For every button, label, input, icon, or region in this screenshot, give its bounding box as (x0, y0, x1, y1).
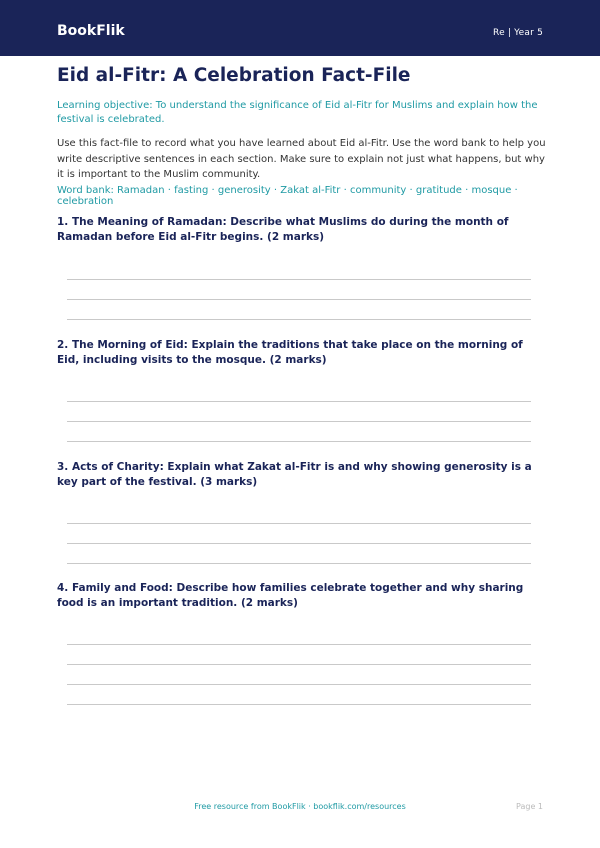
question-4: 4. Family and Food: Describe how families celebrate together and why sharing food is an important tradition. (2 marks) (57, 582, 524, 609)
subject-year-label: Re | Year 5 (493, 28, 543, 38)
brand-logo[interactable]: BookFlik (57, 23, 125, 39)
page-number: Page 1 (516, 802, 543, 811)
footer-credit[interactable]: Free resource from BookFlik · bookflik.com/resources (194, 802, 406, 811)
answer-line-q3-3[interactable] (67, 563, 531, 564)
answer-line-q2-2[interactable] (67, 421, 531, 422)
question-1: 1. The Meaning of Ramadan: Describe what Muslims do during the month of Ramadan before Eid al-Fitr begins. (2 marks) (57, 216, 509, 243)
question-3: 3. Acts of Charity: Explain what Zakat al-Fitr is and why showing generosity is a key part of the festival. (3 marks) (57, 461, 532, 488)
answer-line-q1-2[interactable] (67, 299, 531, 300)
learning-objective: Learning objective: To understand the significance of Eid al-Fitr for Muslims and explain how the festival is celebrated. (57, 100, 538, 125)
intro-text: Use this fact-file to record what you have learned about Eid al-Fitr. Use the word bank to help you write descriptive sentences in each section. Make sure to explain not just what happens, but why it is important to the Muslim community. (57, 138, 546, 180)
answer-line-q4-3[interactable] (67, 684, 531, 685)
page-title: Eid al-Fitr: A Celebration Fact-File (57, 65, 411, 86)
answer-line-q4-1[interactable] (67, 644, 531, 645)
header-bar (0, 0, 600, 56)
answer-line-q2-3[interactable] (67, 441, 531, 442)
answer-line-q1-3[interactable] (67, 319, 531, 320)
answer-line-q3-1[interactable] (67, 523, 531, 524)
answer-line-q4-2[interactable] (67, 664, 531, 665)
question-2: 2. The Morning of Eid: Explain the traditions that take place on the morning of Eid, including visits to the mosque. (2 marks) (57, 339, 523, 366)
answer-line-q2-1[interactable] (67, 401, 531, 402)
answer-line-q4-4[interactable] (67, 704, 531, 705)
answer-line-q1-1[interactable] (67, 279, 531, 280)
answer-line-q3-2[interactable] (67, 543, 531, 544)
word-bank: Word bank: Ramadan · fasting · generosity · Zakat al-Fitr · community · gratitude · mosque · celebration (57, 185, 518, 207)
